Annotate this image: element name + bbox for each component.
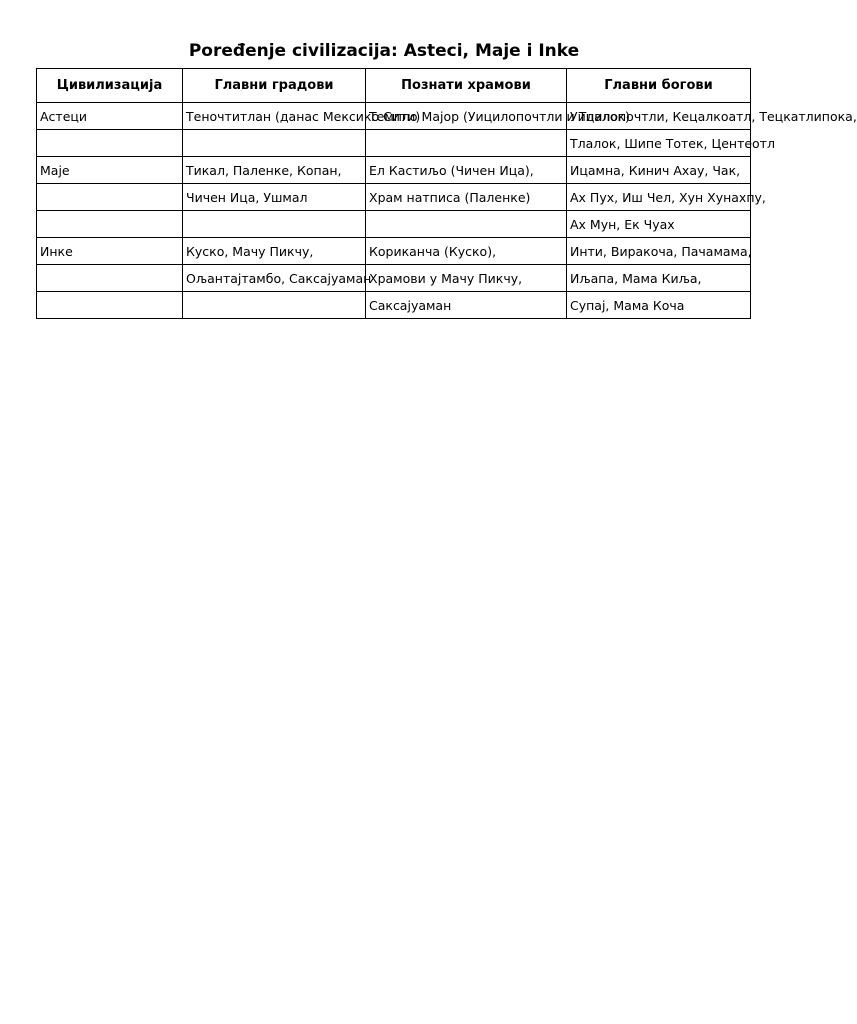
table-cell-gods: [567, 103, 857, 130]
table-cell-temples: [366, 238, 567, 265]
cell-text: Уицилопочтли, Кецалкоатл, Тецкатлипока,: [570, 108, 857, 124]
column-header-known-temples: Познати храмови: [366, 69, 567, 103]
cell-text: Чичен Ица, Ушмал: [186, 189, 308, 205]
cell-text: Инке: [40, 243, 73, 259]
table-cell-cities: [183, 184, 366, 211]
table-cell-gods: [567, 157, 751, 184]
table-cell-gods: [567, 184, 766, 211]
cell-text: Ољантајтамбо, Саксајуаман: [186, 270, 372, 286]
table-cell-cities: [183, 103, 421, 130]
table-cell-gods: [567, 238, 751, 265]
table-cell-civilization: [37, 184, 183, 211]
table-header-row: [37, 69, 751, 103]
column-header-main-cities: Главни градови: [183, 69, 366, 103]
table-cell-civilization: [37, 238, 183, 265]
table-cell-civilization: [37, 265, 183, 292]
table-cell-temples: [366, 265, 567, 292]
table-cell-temples: [366, 103, 630, 130]
table-cell-gods: [567, 211, 751, 238]
civilization-comparison-table: [36, 68, 857, 319]
table-row: [37, 292, 751, 319]
cell-text: Храмови у Мачу Пикчу,: [369, 270, 523, 286]
table-cell-civilization: [37, 130, 183, 157]
table-cell-cities: [183, 292, 366, 319]
cell-text: Маје: [40, 162, 70, 178]
document-title: Poređenje civilizacija: Asteci, Maje i Inke: [188, 41, 580, 61]
table-cell-gods: [567, 265, 751, 292]
table-row: [37, 184, 751, 211]
cell-text: Астеци: [40, 108, 88, 124]
table-cell-gods: [567, 292, 751, 319]
table-cell-civilization: [37, 103, 183, 130]
table-cell-cities: [183, 265, 372, 292]
table-row: [37, 103, 751, 130]
table-cell-temples: [366, 157, 567, 184]
table-cell-civilization: [37, 211, 183, 238]
table-cell-temples: [366, 184, 567, 211]
cell-text: Храм натписа (Паленке): [369, 189, 531, 205]
table-row: [37, 238, 751, 265]
cell-text: Ел Кастиљо (Чичен Ица),: [369, 162, 534, 178]
cell-text: Куско, Мачу Пикчу,: [186, 243, 314, 259]
table-row: [37, 157, 751, 184]
table-cell-temples: [366, 130, 567, 157]
cell-text: Супај, Мама Коча: [570, 297, 685, 313]
table-cell-temples: [366, 211, 567, 238]
table-cell-cities: [183, 130, 366, 157]
table-row: [37, 265, 751, 292]
table-cell-temples: [366, 292, 567, 319]
cell-text: Ах Мун, Ек Чуах: [570, 216, 675, 232]
table-row: [37, 211, 751, 238]
cell-text: Ицамна, Кинич Ахау, Чак,: [570, 162, 741, 178]
table-cell-civilization: [37, 157, 183, 184]
column-header-civilization: Цивилизација: [37, 69, 183, 103]
table-cell-cities: [183, 238, 366, 265]
cell-text: Тлалок, Шипе Тотек, Центеотл: [570, 135, 775, 151]
cell-text: Саксајуаман: [369, 297, 452, 313]
column-header-main-gods: Главни богови: [567, 69, 751, 103]
cell-text: Иљапа, Мама Киља,: [570, 270, 702, 286]
table-cell-cities: [183, 157, 366, 184]
table-cell-civilization: [37, 292, 183, 319]
table-cell-gods: [567, 130, 775, 157]
cell-text: Инти, Виракоча, Пачамама,: [570, 243, 752, 259]
table-row: [37, 130, 751, 157]
cell-text: Кориканча (Куско),: [369, 243, 497, 259]
cell-text: Ах Пух, Иш Чел, Хун Хунахпу,: [570, 189, 766, 205]
cell-text: Тикал, Паленке, Копан,: [186, 162, 342, 178]
cell-text: Темпло Мајор (Уицилопочтли и Тлалок): [369, 108, 630, 124]
table-cell-cities: [183, 211, 366, 238]
cell-text: Теночтитлан (данас Мексико Сити): [186, 108, 421, 124]
